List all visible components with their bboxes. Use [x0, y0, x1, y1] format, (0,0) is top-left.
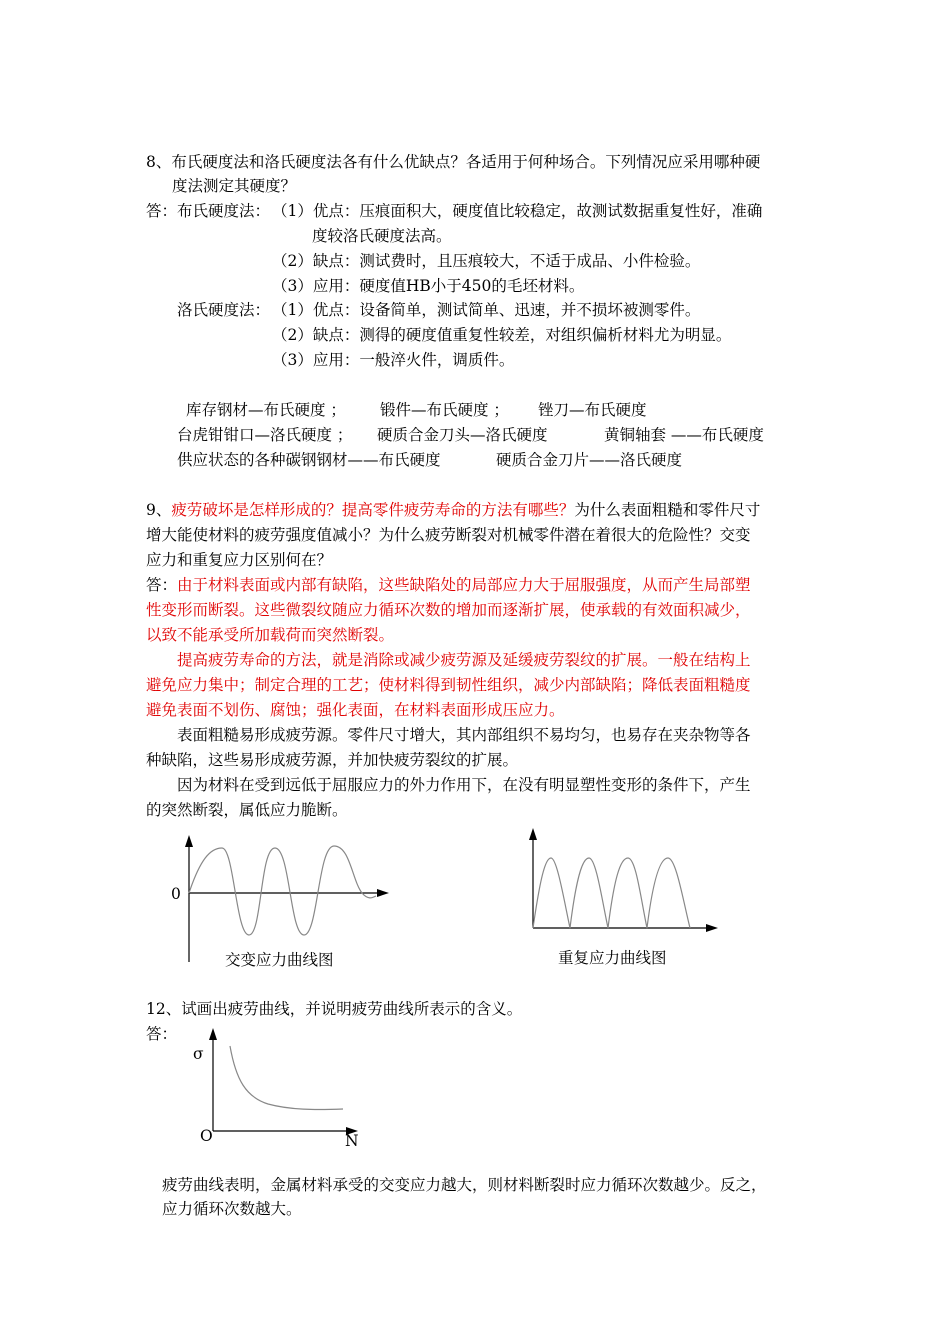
q8-question-line1: 8、布氏硬度法和洛氏硬度法各有什么优缺点？各适用于何种场合。下列情况应采用哪种硬: [146, 153, 761, 171]
q8-rockwell-con: （2）缺点：测得的硬度值重复性较差，对组织偏析材料尤为明显。: [272, 326, 732, 344]
rep-x-arrow-icon: [706, 924, 718, 932]
q8-case-3a: 供应状态的各种碳钢钢材——布氏硬度: [177, 451, 441, 469]
repeated-stress-diagram: [529, 828, 718, 932]
rep-y-arrow-icon: [529, 828, 537, 840]
q8-case-1c: 锉刀—布氏硬度: [538, 401, 647, 419]
q12-explanation-2: 应力循环次数越大。: [162, 1200, 302, 1218]
q9-answer-label: 答：: [146, 576, 178, 594]
q8-brinell-pro-cont: 度较洛氏硬度法高。: [312, 227, 452, 245]
fatigue-y-arrow-icon: [209, 1028, 217, 1040]
rep-caption: 重复应力曲线图: [558, 949, 667, 967]
q9-number: 9、: [146, 501, 172, 519]
alt-y-arrow-icon: [185, 835, 193, 847]
q8-case-1b: 锻件—布氏硬度 ；: [380, 401, 509, 419]
alt-x-arrow-icon: [377, 889, 389, 897]
q8-rockwell-use: （3）应用：一般淬火件，调质件。: [272, 351, 515, 369]
q9-answer-text-8: 种缺陷，这些易形成疲劳源，并加快疲劳裂纹的扩展。: [146, 751, 519, 769]
q8-rockwell-label: 洛氏硬度法：: [177, 301, 271, 319]
fatigue-curve: [230, 1046, 343, 1109]
q9-question-black: 为什么表面粗糙和零件尺寸: [574, 501, 761, 519]
q9-question-red: 疲劳破坏是怎样形成的？提高零件疲劳寿命的方法有哪些？: [171, 501, 575, 519]
q12-answer-label: 答：: [146, 1025, 178, 1043]
fatigue-sigma-label: σ: [193, 1045, 204, 1063]
q9-answer-text-6: 避免表面不划伤、腐蚀；强化表面，在材料表面形成压应力。: [146, 701, 565, 719]
q8-question-line2: 度法测定其硬度？: [172, 177, 297, 195]
alt-caption: 交变应力曲线图: [225, 951, 334, 969]
q8-case-1a: 库存钢材—布氏硬度 ；: [186, 401, 346, 419]
q12-explanation-1: 疲劳曲线表明，金属材料承受的交变应力越大，则材料断裂时应力循环次数越少。反之，: [162, 1176, 767, 1194]
q8-case-2a: 台虎钳钳口—洛氏硬度 ；: [177, 426, 353, 444]
alternating-stress-curve: [189, 846, 376, 935]
q9-answer-text-7: 表面粗糙易形成疲劳源。零件尺寸增大，其内部组织不易均匀，也易存在夹杂物等各: [177, 726, 751, 744]
q9-answer-text-10: 的突然断裂，属低应力脆断。: [146, 801, 348, 819]
alternating-stress-diagram: [185, 835, 389, 962]
q9-answer-text-2: 性变形而断裂。这些微裂纹随应力循环次数的增加而逐渐扩展，使承载的有效面积减少，: [146, 601, 751, 619]
repeated-stress-curve: [533, 858, 690, 928]
q9-answer-text-1: 由于材料表面或内部有缺陷，这些缺陷处的局部应力大于屈服强度，从而产生局部塑: [177, 576, 751, 594]
fatigue-n-label: N: [345, 1132, 359, 1150]
q8-case-2c: 黄铜轴套 ——布氏硬度: [604, 426, 764, 444]
q8-brinell-label: 布氏硬度法：: [177, 202, 271, 220]
q8-rockwell-pro: （1）优点：设备简单，测试简单、迅速，并不损坏被测零件。: [272, 301, 701, 319]
q9-answer-text-3: 以致不能承受所加载荷而突然断裂。: [146, 626, 395, 644]
fatigue-curve-diagram: [209, 1028, 358, 1135]
alt-zero-label: 0: [171, 885, 181, 903]
q9-answer-text-9: 因为材料在受到远低于屈服应力的外力作用下，在没有明显塑性变形的条件下，产生: [177, 776, 751, 794]
fatigue-origin-label: O: [200, 1127, 213, 1145]
q9-question-line2: 增大能使材料的疲劳强度值减小？为什么疲劳断裂对机械零件潜在着很大的危险性？交变: [146, 526, 751, 544]
q8-case-3b: 硬质合金刀片——洛氏硬度: [496, 451, 683, 469]
q9-answer-text-5: 避免应力集中；制定合理的工艺；使材料得到韧性组织，减少内部缺陷；降低表面粗糙度: [146, 676, 751, 694]
q9-question-line3: 应力和重复应力区别何在？: [146, 551, 333, 569]
q8-brinell-con: （2）缺点：测试费时，且压痕较大，不适于成品、小件检验。: [272, 252, 701, 270]
q8-brinell-use: （3）应用：硬度值HB小于450的毛坯材料。: [272, 277, 585, 295]
q8-brinell-pro: （1）优点：压痕面积大，硬度值比较稳定，故测试数据重复性好，准确: [272, 202, 763, 220]
q12-question: 12、试画出疲劳曲线，并说明疲劳曲线所表示的含义。: [146, 1000, 523, 1018]
q8-case-2b: 硬质合金刀头—洛氏硬度: [377, 426, 548, 444]
q8-answer-label: 答：: [146, 202, 178, 220]
q9-answer-text-4: 提高疲劳寿命的方法，就是消除或减少疲劳源及延缓疲劳裂纹的扩展。一般在结构上: [177, 651, 751, 669]
